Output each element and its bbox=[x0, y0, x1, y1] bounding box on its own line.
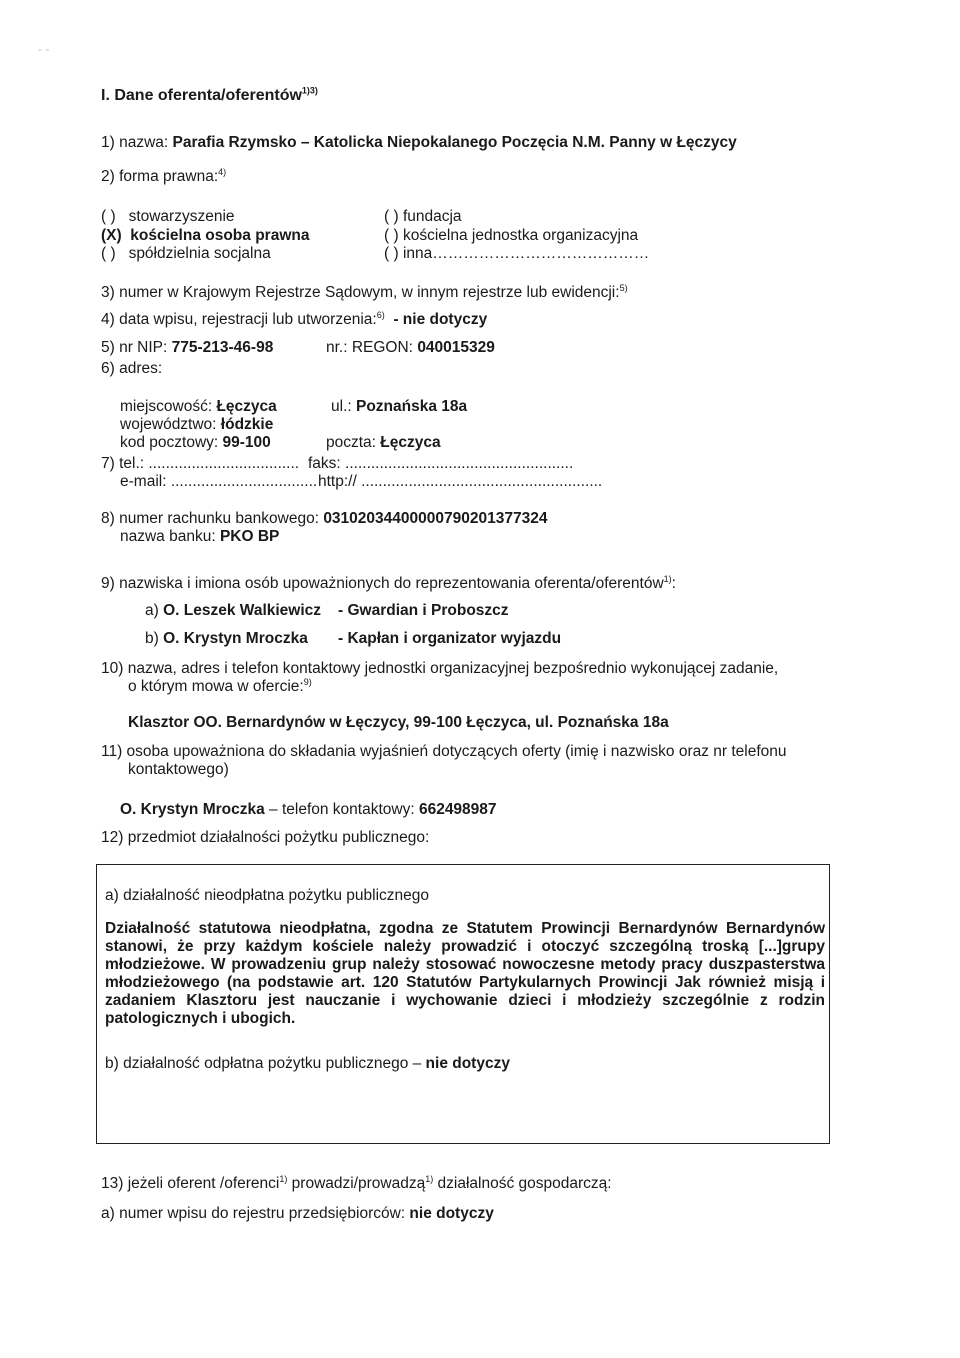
q10-line2: o którym mowa w ofercie:$^{9)}$ bbox=[128, 676, 312, 695]
nip-value: 775-213-46-98 bbox=[171, 339, 274, 356]
q13-registry: a) numer wpisu do rejestru przedsiębiorców: nie dotyczy bbox=[101, 1205, 494, 1222]
q3-krs: 3) numer w Krajowym Rejestrze Sądowym, w innym rejestrze lub ewidencji:$^{5)}$ bbox=[101, 282, 628, 301]
q1-name: 1) nazwa: Parafia Rzymsko – Katolicka Niepokalanego Poczęcia N.M. Panny w Łęczycy bbox=[101, 134, 737, 151]
rep-a: a) O. Leszek Walkiewicz bbox=[145, 602, 322, 619]
section-title: I. Dane oferenta/oferentów$^{1)3)}$ bbox=[101, 85, 318, 104]
q9-representatives: 9) nazwiska i imiona osób upoważnionych do reprezentowania oferenta/oferentów$^{1)}$: bbox=[101, 573, 676, 592]
q11-line1: 11) osoba upoważniona do składania wyjaśnień dotyczących oferty (imię i nazwisko oraz nr telefonu bbox=[101, 743, 787, 760]
q5-nip: 5) nr NIP: 775-213-46-98 bbox=[101, 339, 274, 356]
q12-subject: 12) przedmiot działalności pożytku publicznego: bbox=[101, 829, 430, 846]
form-option-koscielna-osoba-prawna: (X) kościelna osoba prawna bbox=[101, 227, 310, 244]
address-street: ul.: Poznańska 18a bbox=[331, 398, 468, 415]
box-b-label: b) działalność odpłatna pożytku publicznego – nie dotyczy bbox=[105, 1055, 510, 1072]
address-post: poczta: Łęczyca bbox=[326, 434, 441, 451]
q13-business: 13) jeżeli oferent /oferenci$^{1)}$ prowadzi/prowadzą$^{1)}$ działalność gospodarczą: bbox=[101, 1173, 612, 1192]
q7-http: http:// ........................................................ bbox=[318, 473, 603, 490]
regon-value: 040015329 bbox=[417, 339, 495, 356]
activity-box bbox=[96, 864, 830, 1144]
rep-b: b) O. Krystyn Mroczka bbox=[145, 630, 308, 647]
box-a-label: a) działalność nieodpłatna pożytku publicznego bbox=[105, 887, 429, 904]
rep-a-role: - Gwardian i Proboszcz bbox=[338, 602, 509, 619]
account-number: 03102034400000790201377324 bbox=[323, 510, 548, 527]
form-option-koscielna-jednostka: ( ) kościelna jednostka organizacyjna bbox=[384, 227, 639, 244]
rep-b-role: - Kapłan i organizator wyjazdu bbox=[338, 630, 562, 647]
q10-line1: 10) nazwa, adres i telefon kontaktowy jednostki organizacyjnej bezpośrednio wykonującej zadanie, bbox=[101, 660, 779, 677]
q4-date: 4) data wpisu, rejestracji lub utworzenia:$^{6)}$ - nie dotyczy bbox=[101, 309, 488, 328]
address-postal: kod pocztowy: 99-100 bbox=[120, 434, 271, 451]
form-option-spoldzielnia: ( ) spółdzielnia socjalna bbox=[101, 245, 271, 262]
q7-email: e-mail: .................................. bbox=[120, 473, 318, 490]
form-option-stowarzyszenie: ( ) stowarzyszenie bbox=[101, 208, 235, 225]
address-voivodeship: województwo: łódzkie bbox=[120, 416, 274, 433]
form-option-inna: ( ) inna…………………………………… bbox=[384, 245, 650, 262]
q11-contact: O. Krystyn Mroczka – telefon kontaktowy: 662498987 bbox=[120, 801, 497, 818]
q10-value: Klasztor OO. Bernardynów w Łęczycy, 99-100 Łęczyca, ul. Poznańska 18a bbox=[128, 714, 669, 731]
address-city: miejscowość: Łęczyca bbox=[120, 398, 277, 415]
box-paragraph: Działalność statutowa nieodpłatna, zgodna ze Statutem Prowincji Bernardynów Bernardynów stanowi, że przy każdym kościele należy prowadzić i otoczyć szczególną troską [...]grupy młodzieżowe. W prowadzeniu grup należy stosować nowoczesne metody pracy duszpasterstwa młodzieżowego (na podstawie art. 120 Statutów Partykularnych Prowincji Jak również misją i zadaniem Klasztoru jest nauczanie i wychowanie dzieci i młodzieży szczególnie z rodzin patologicznych i ubogich. bbox=[105, 920, 825, 1027]
q7-tel: 7) tel.: ................................... bbox=[101, 455, 300, 472]
q7-fax: faks: ..................................................... bbox=[308, 455, 574, 472]
q8-bank: nazwa banku: PKO BP bbox=[120, 528, 280, 545]
q2-legal-form: 2) forma prawna:$^{4)}$ bbox=[101, 166, 227, 185]
q5-regon: nr.: REGON: 040015329 bbox=[326, 339, 495, 356]
form-option-fundacja: ( ) fundacja bbox=[384, 208, 462, 225]
q8-account: 8) numer rachunku bankowego: 03102034400000790201377324 bbox=[101, 510, 548, 527]
q11-line2: kontaktowego) bbox=[128, 761, 229, 778]
org-name: Parafia Rzymsko – Katolicka Niepokalanego Poczęcia N.M. Panny w Łęczycy bbox=[172, 134, 737, 151]
q6-address: 6) adres: bbox=[101, 360, 163, 377]
